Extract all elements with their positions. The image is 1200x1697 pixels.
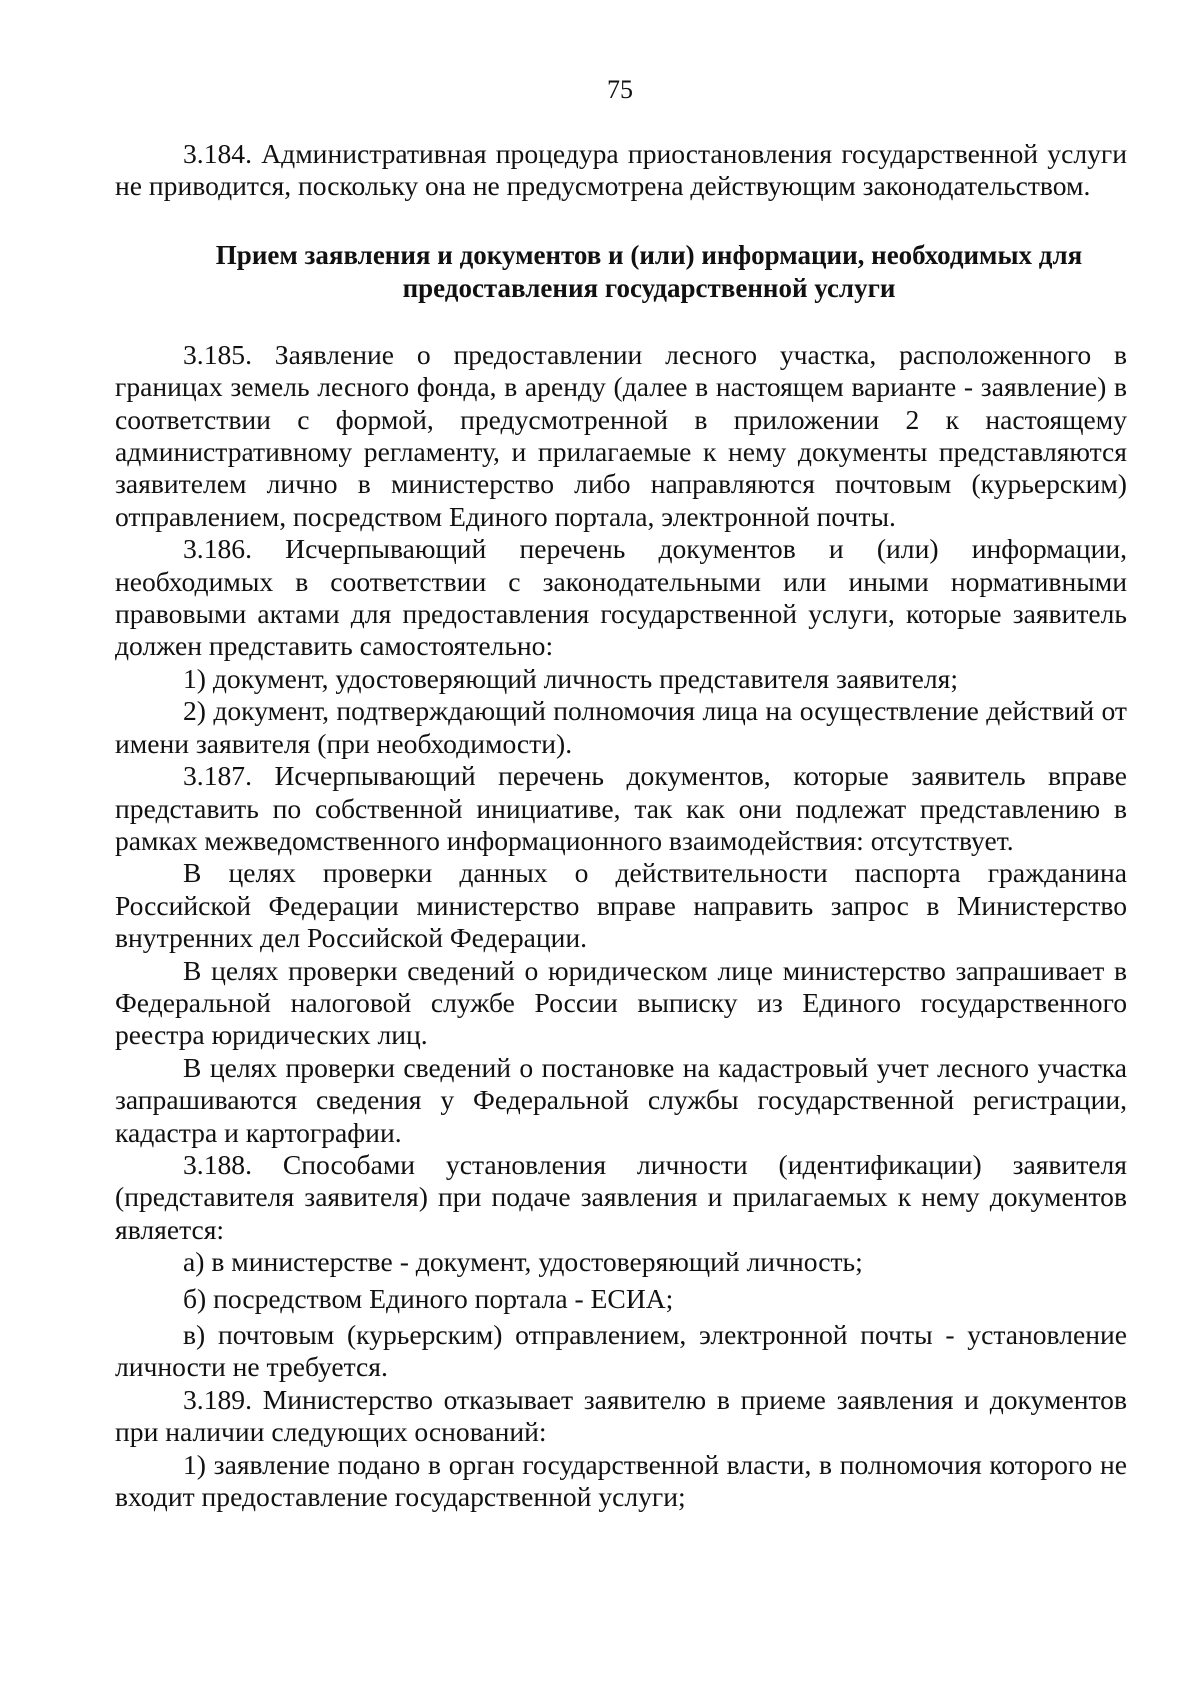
section-heading: [115, 239, 1127, 305]
paragraph-passport-check: В целях проверки данных о действительности паспорта гражданина Российской Федерации министерство вправе направить запрос в Министерство внутренних дел Российской Федерации.: [115, 857, 1127, 954]
paragraph-3-188: 3.188. Способами установления личности (идентификации) заявителя (представителя заявителя) при подаче заявления и прилагаемых к нему документов является:: [115, 1148, 1127, 1245]
section-heading-line-1: Прием заявления и документов и (или) информации, необходимых для: [215, 239, 1083, 270]
paragraph-3-186: 3.186. Исчерпывающий перечень документов и (или) информации, необходимых в соответствии с законодательными или иными нормативными правовыми актами для предоставления государственной услуги, которые заявитель должен представить самостоятельно:: [115, 533, 1127, 662]
paragraph-cadastral-check: В целях проверки сведений о постановке на кадастровый учет лесного участка запрашиваются сведения у Федеральной службы государственной регистрации, кадастра и картографии.: [115, 1051, 1127, 1148]
list-item-2-authority-document: 2) документ, подтверждающий полномочия лица на осуществление действий от имени заявителя (при необходимости).: [115, 695, 1127, 759]
section-heading-line-2: предоставления государственной услуги: [402, 272, 896, 303]
paragraph-3-189: 3.189. Министерство отказывает заявителю в приеме заявления и документов при наличии следующих оснований:: [115, 1383, 1127, 1448]
paragraph-3-187: 3.187. Исчерпывающий перечень документов, которые заявитель вправе представить по собственной инициативе, так как они подлежат представлению в рамках межведомственного информационного взаимодействия: отсутствует.: [115, 760, 1127, 856]
paragraph-3-185: 3.185. Заявление о предоставлении лесного участка, расположенного в границах земель лесного фонда, в аренду (далее в настоящем варианте - заявление) в соответствии с формой, предусмотренной в приложении 2 к настоящему административному регламенту, и прилагаемые к нему документы представляются заявителем лично в министерство либо направляются почтовым (курьерским) отправлением, посредством Единого портала, электронной почты.: [115, 338, 1127, 532]
page-number: 75: [607, 75, 633, 104]
document-body: [115, 138, 1127, 1513]
paragraph-3-184: 3.184. Административная процедура приостановления государственной услуги не приводится, поскольку она не предусмотрена действующим законодательством.: [115, 138, 1127, 202]
list-item-a-ministry: а) в министерстве - документ, удостоверяющий личность;: [183, 1246, 863, 1278]
list-item-b-portal: б) посредством Единого портала - ЕСИА;: [183, 1282, 674, 1314]
list-item-1-identity-document: 1) документ, удостоверяющий личность представителя заявителя;: [183, 662, 959, 694]
paragraph-legal-entity-check: В целях проверки сведений о юридическом лице министерство запрашивает в Федеральной налоговой службе России выписку из Единого государственного реестра юридических лиц.: [115, 954, 1127, 1051]
list-item-c-mail: в) почтовым (курьерским) отправлением, электронной почты - установление личности не требуется.: [115, 1319, 1127, 1383]
list-item-1-wrong-authority: 1) заявление подано в орган государственной власти, в полномочия которого не входит предоставление государственной услуги;: [115, 1448, 1127, 1513]
